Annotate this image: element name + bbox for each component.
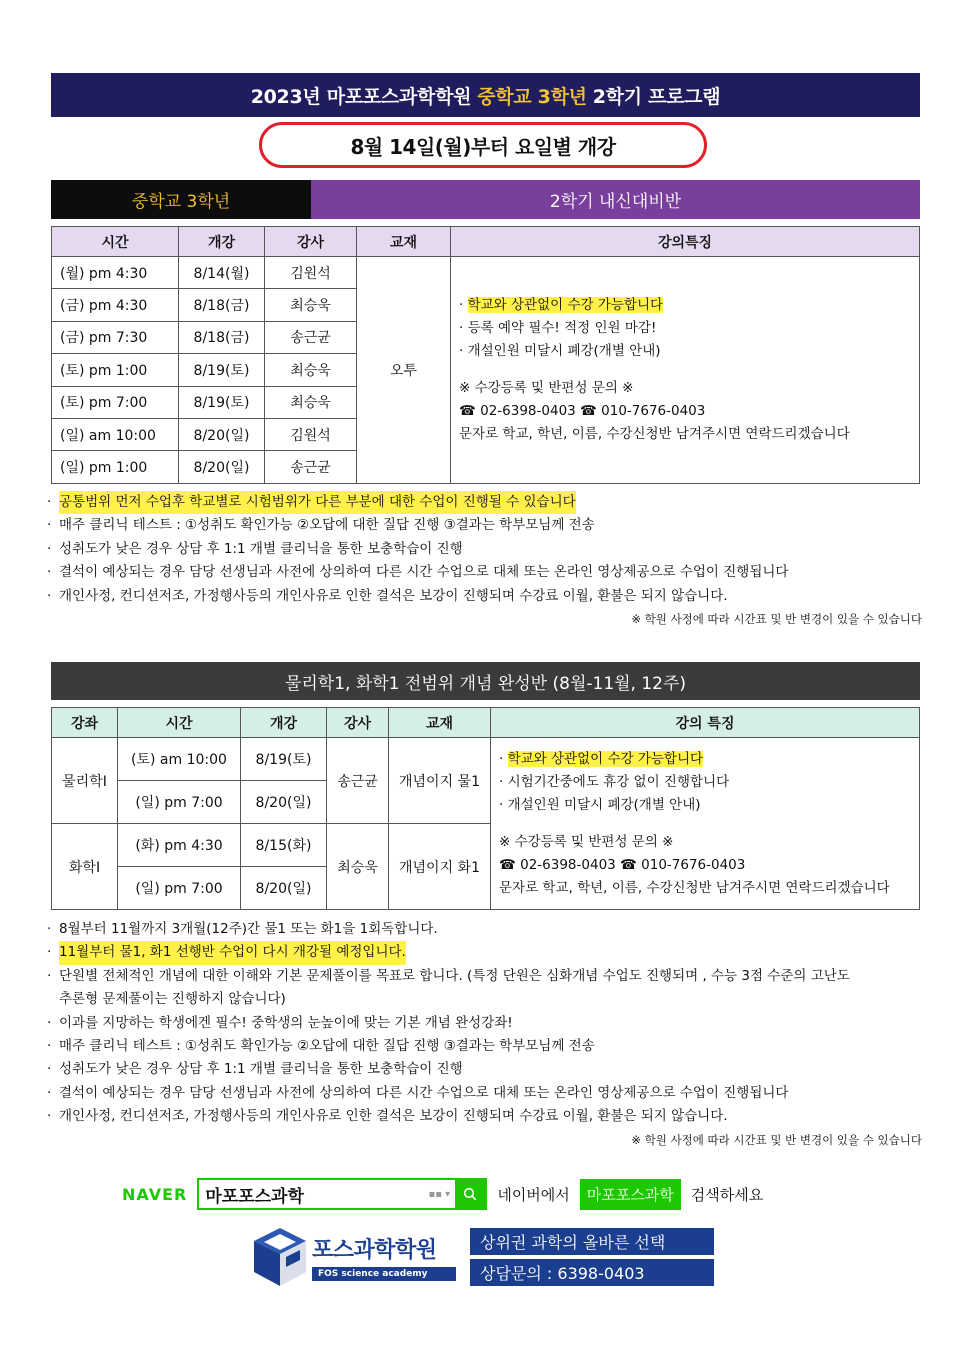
footnote: ※ 학원 사정에 따라 시간표 및 반 변경이 있을 수 있습니다 bbox=[631, 612, 922, 627]
course-cell: 물리학Ⅰ bbox=[52, 738, 118, 824]
naver-text-post: 검색하세요 bbox=[690, 1185, 764, 1204]
section1-header bbox=[51, 180, 920, 219]
textbook-cell: 개념이지 화1 bbox=[389, 824, 491, 910]
start-cell: 8/14(월) bbox=[179, 257, 265, 289]
keyboard-dropdown-icon[interactable]: ▪▪ ▾ bbox=[428, 1188, 451, 1200]
note-line: · 개인사정, 컨디션저조, 가정행사등의 개인사유로 인한 결석은 보강이 진행되며 수강료 이월, 환불은 되지 않습니다. bbox=[47, 587, 728, 604]
col-header: 시간 bbox=[52, 227, 179, 257]
contact-number: 상담문의 : 6398-0403 bbox=[470, 1259, 714, 1286]
table-row bbox=[52, 738, 920, 781]
phone-line: ☎ 02-6398-0403 ☎ 010-7676-0403 bbox=[459, 402, 706, 419]
note-line: · 단원별 전체적인 개념에 대한 이해와 기본 문제풀이를 목표로 합니다. (특정 단원은 심화개념 수업도 진행되며 , 수능 3점 수준의 고난도 bbox=[47, 967, 850, 984]
table-header-row bbox=[52, 227, 920, 257]
title-prefix: 2023년 마포포스과학학원 bbox=[250, 85, 472, 108]
sms-line: 문자로 학교, 학년, 이름, 수강신청반 남겨주시면 연락드리겠습니다 bbox=[499, 879, 890, 896]
slogan: 상위권 과학의 올바른 선택 bbox=[470, 1228, 714, 1255]
note-line: · 성취도가 낮은 경우 상담 후 1:1 개별 클리닉을 통한 보충학습이 진행 bbox=[47, 1061, 463, 1078]
note-line: · 결석이 예상되는 경우 담당 선생님과 사전에 상의하여 다른 시간 수업으로 대체 또는 온라인 영상제공으로 수업이 진행됩니다 bbox=[47, 1084, 789, 1101]
col-header: 강의특징 bbox=[451, 227, 920, 257]
note-line: · 매주 클리닉 테스트 : ①성취도 확인가능 ②오답에 대한 질답 진행 ③결과는 학부모님께 전송 bbox=[47, 1038, 595, 1055]
features-cell bbox=[491, 738, 920, 910]
features-cell bbox=[451, 257, 920, 484]
note-line: · 8월부터 11월까지 3개월(12주)간 물1 또는 화1을 1회독합니다. bbox=[47, 921, 438, 937]
academy-brand bbox=[250, 1222, 714, 1292]
sms-line: 문자로 학교, 학년, 이름, 수강신청반 남겨주시면 연락드리겠습니다 bbox=[459, 425, 850, 442]
col-header: 강사 bbox=[265, 227, 357, 257]
search-icon bbox=[463, 1187, 477, 1201]
note-line: · 11월부터 물1, 화1 선행반 수업이 다시 개강될 예정입니다. bbox=[47, 941, 922, 964]
note-line: · 공통범위 먼저 수업후 학교별로 시험범위가 다른 부분에 대한 수업이 진행될 수 있습니다 bbox=[47, 491, 922, 514]
section2-notes bbox=[47, 918, 922, 1152]
time-cell: (일) am 10:00 bbox=[52, 418, 179, 450]
section1-schedule-table bbox=[51, 226, 920, 484]
time-cell: (일) pm 7:00 bbox=[118, 867, 241, 910]
table-row bbox=[52, 257, 920, 289]
col-header: 강좌 bbox=[52, 708, 118, 738]
note-line: · 개인사정, 컨디션저조, 가정행사등의 개인사유로 인한 결석은 보강이 진행되며 수강료 이월, 환불은 되지 않습니다. bbox=[47, 1108, 728, 1125]
note-line: · 이과를 지망하는 학생에겐 필수! 중학생의 눈높이에 맞는 기본 개념 완성강좌! bbox=[47, 1014, 513, 1031]
time-cell: (금) pm 7:30 bbox=[52, 321, 179, 353]
inquiry-line: ※ 수강등록 및 반편성 문의 ※ bbox=[459, 379, 634, 396]
footnote: ※ 학원 사정에 따라 시간표 및 반 변경이 있을 수 있습니다 bbox=[631, 1132, 922, 1147]
feature-line: · 개설인원 미달시 폐강(개별 안내) bbox=[459, 342, 661, 359]
time-cell: (화) pm 4:30 bbox=[118, 824, 241, 867]
time-cell: (월) pm 4:30 bbox=[52, 257, 179, 289]
textbook-cell: 오투 bbox=[357, 257, 451, 484]
time-cell: (토) pm 1:00 bbox=[52, 354, 179, 386]
start-cell: 8/19(토) bbox=[241, 738, 327, 781]
naver-keyword-tag: 마포포스과학 bbox=[580, 1179, 681, 1210]
note-line: · 성취도가 낮은 경우 상담 후 1:1 개별 클리닉을 통한 보충학습이 진행 bbox=[47, 540, 463, 557]
title-suffix: 2학기 프로그램 bbox=[592, 85, 721, 108]
academy-name: 포스과학학원 bbox=[312, 1238, 437, 1263]
note-line: · 매주 클리닉 테스트 : ①성취도 확인가능 ②오답에 대한 질답 진행 ③결과는 학부모님께 전송 bbox=[47, 517, 595, 534]
teacher-cell: 최승욱 bbox=[265, 386, 357, 418]
section2-schedule-table bbox=[51, 707, 920, 910]
start-cell: 8/18(금) bbox=[179, 289, 265, 321]
course-cell: 화학Ⅰ bbox=[52, 824, 118, 910]
program-title-bar bbox=[51, 73, 920, 117]
col-header: 시간 bbox=[118, 708, 241, 738]
teacher-cell: 김원석 bbox=[265, 257, 357, 289]
col-header: 개강 bbox=[179, 227, 265, 257]
section2-header: 물리학1, 화학1 전범위 개념 완성반 (8월-11월, 12주) bbox=[51, 662, 920, 700]
note-line: 추론형 문제풀이는 진행하지 않습니다) bbox=[59, 991, 286, 1008]
note-line: · 결석이 예상되는 경우 담당 선생님과 사전에 상의하여 다른 시간 수업으로 대체 또는 온라인 영상제공으로 수업이 진행됩니다 bbox=[47, 564, 789, 581]
naver-text-pre: 네이버에서 bbox=[497, 1185, 570, 1204]
table-header-row bbox=[52, 708, 920, 738]
time-cell: (일) pm 1:00 bbox=[52, 451, 179, 483]
inquiry-line: ※ 수강등록 및 반편성 문의 ※ bbox=[499, 833, 674, 850]
feature-line: · 개설인원 미달시 폐강(개별 안내) bbox=[499, 796, 701, 813]
search-input[interactable]: 마포포스과학 bbox=[205, 1186, 304, 1207]
naver-logo: NAVER bbox=[122, 1184, 188, 1204]
start-date-banner: 8월 14일(월)부터 요일별 개강 bbox=[259, 122, 707, 168]
search-button[interactable] bbox=[455, 1179, 485, 1209]
col-header: 강의 특징 bbox=[491, 708, 920, 738]
search-box[interactable] bbox=[197, 1178, 487, 1210]
naver-search-promo bbox=[122, 1178, 763, 1210]
start-cell: 8/18(금) bbox=[179, 321, 265, 353]
class-label: 2학기 내신대비반 bbox=[311, 180, 920, 219]
time-cell: (금) pm 4:30 bbox=[52, 289, 179, 321]
start-cell: 8/20(일) bbox=[179, 418, 265, 450]
textbook-cell: 개념이지 물1 bbox=[389, 738, 491, 824]
feature-line: · 등록 예약 필수! 적정 인원 마감! bbox=[459, 319, 657, 336]
teacher-cell: 송근균 bbox=[327, 738, 389, 824]
feature-line: · 학교와 상관없이 수강 가능합니다 bbox=[459, 296, 664, 313]
time-cell: (토) am 10:00 bbox=[118, 738, 241, 781]
col-header: 개강 bbox=[241, 708, 327, 738]
academy-english-name: FOS science academy bbox=[312, 1267, 456, 1281]
cube-logo-icon bbox=[250, 1224, 310, 1290]
title-highlight: 중학교 3학년 bbox=[477, 85, 587, 108]
teacher-cell: 최승욱 bbox=[265, 354, 357, 386]
time-cell: (일) pm 7:00 bbox=[118, 781, 241, 824]
start-cell: 8/19(토) bbox=[179, 354, 265, 386]
phone-line: ☎ 02-6398-0403 ☎ 010-7676-0403 bbox=[499, 856, 746, 873]
col-header: 교재 bbox=[357, 227, 451, 257]
feature-line: · 시험기간중에도 휴강 없이 진행합니다 bbox=[499, 773, 730, 790]
col-header: 강사 bbox=[327, 708, 389, 738]
section1-notes bbox=[47, 491, 922, 631]
feature-line: · 학교와 상관없이 수강 가능합니다 bbox=[499, 750, 704, 767]
start-cell: 8/15(화) bbox=[241, 824, 327, 867]
teacher-cell: 최승욱 bbox=[327, 824, 389, 910]
start-cell: 8/20(일) bbox=[241, 867, 327, 910]
start-cell: 8/20(일) bbox=[179, 451, 265, 483]
teacher-cell: 김원석 bbox=[265, 418, 357, 450]
start-cell: 8/20(일) bbox=[241, 781, 327, 824]
start-cell: 8/19(토) bbox=[179, 386, 265, 418]
time-cell: (토) pm 7:00 bbox=[52, 386, 179, 418]
col-header: 교재 bbox=[389, 708, 491, 738]
teacher-cell: 최승욱 bbox=[265, 289, 357, 321]
grade-label: 중학교 3학년 bbox=[51, 180, 311, 219]
teacher-cell: 송근균 bbox=[265, 451, 357, 483]
teacher-cell: 송근균 bbox=[265, 321, 357, 353]
